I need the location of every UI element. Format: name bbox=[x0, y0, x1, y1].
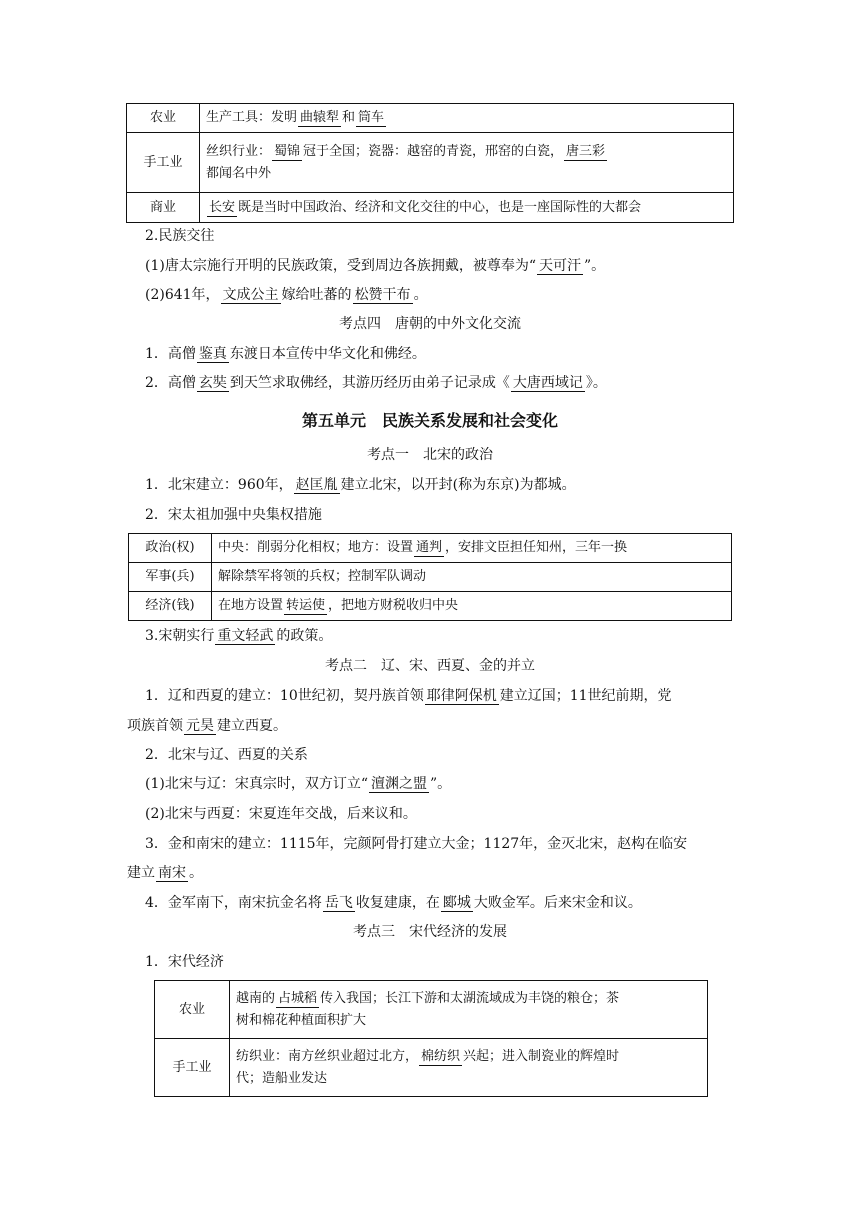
row-key: 手工业 bbox=[155, 1039, 230, 1097]
paragraph: (1)唐太宗施行开明的民族政策，受到周边各族拥戴，被尊奉为“ 天可汗 ”。 bbox=[145, 258, 606, 274]
row-content: 在地方设置 转运使 ，把地方财税收归中央 bbox=[212, 592, 732, 621]
section-heading: 2.民族交往 bbox=[145, 228, 215, 244]
blank-answer: 通判 bbox=[416, 540, 443, 555]
table-row bbox=[127, 133, 734, 193]
row-key: 经济(钱) bbox=[129, 592, 212, 621]
paragraph: 3．金和南宋的建立：1115年，完颜阿骨打建立大金；1127年，金灭北宋，赵构在临安 bbox=[145, 836, 688, 852]
row-key: 农业 bbox=[127, 104, 200, 133]
blank-answer: 转运使 bbox=[286, 598, 326, 613]
paragraph: 2．宋太祖加强中央集权措施 bbox=[145, 507, 322, 523]
section-title: 考点三 宋代经济的发展 bbox=[353, 924, 507, 940]
table-row bbox=[127, 193, 734, 223]
row-content: 纺织业：南方丝织业超过北方， 棉纺织 兴起；进入制瓷业的辉煌时 代；造船业发达 bbox=[230, 1039, 708, 1097]
row-key: 商业 bbox=[127, 193, 200, 223]
paragraph: (1)北宋与辽：宋真宗时，双方订立“ 澶渊之盟 ”。 bbox=[145, 776, 452, 792]
blank-answer: 文成公主 bbox=[222, 287, 279, 303]
table-row bbox=[129, 563, 732, 592]
table-row bbox=[129, 534, 732, 563]
blank-answer: 鉴真 bbox=[198, 346, 227, 362]
paragraph: 建立 南宋 。 bbox=[127, 865, 203, 881]
blank-answer: 南宋 bbox=[158, 865, 186, 881]
row-key: 军事(兵) bbox=[129, 563, 212, 592]
paragraph: 3.宋朝实行 重文轻武 的政策。 bbox=[145, 628, 333, 644]
blank-answer: 棉纺织 bbox=[421, 1048, 461, 1064]
paragraph: 4．金军南下，南宋抗金名将 岳飞 收复建康，在 郾城 大败金军。后来宋金和议。 bbox=[145, 895, 642, 911]
blank-answer: 曲辕犁 bbox=[300, 110, 340, 125]
blank-answer: 大唐西域记 bbox=[512, 375, 583, 391]
blank-answer: 澶渊之盟 bbox=[371, 776, 427, 792]
tang-economy-table bbox=[126, 103, 734, 223]
blank-answer: 郾城 bbox=[442, 895, 471, 911]
blank-answer: 岳飞 bbox=[324, 895, 353, 911]
row-key: 手工业 bbox=[127, 133, 200, 193]
section-title: 考点二 辽、宋、西夏、金的并立 bbox=[325, 658, 535, 674]
song-economy-table bbox=[154, 980, 708, 1097]
blank-answer: 蜀锦 bbox=[274, 143, 301, 159]
row-key: 政治(权) bbox=[129, 534, 212, 563]
blank-answer: 筒车 bbox=[358, 110, 385, 125]
blank-answer: 松赞干布 bbox=[354, 287, 411, 303]
blank-answer: 长安 bbox=[209, 199, 236, 215]
row-key: 农业 bbox=[155, 981, 230, 1039]
section-title: 考点四 唐朝的中外文化交流 bbox=[339, 316, 521, 332]
table-row bbox=[155, 1039, 708, 1097]
song-centralization-table bbox=[128, 533, 732, 621]
paragraph: 2．北宋与辽、西夏的关系 bbox=[145, 747, 308, 763]
blank-answer: 玄奘 bbox=[198, 375, 227, 391]
paragraph: 1．宋代经济 bbox=[145, 954, 224, 970]
blank-answer: 唐三彩 bbox=[566, 143, 606, 159]
blank-answer: 耶律阿保机 bbox=[426, 688, 497, 704]
paragraph: 1．北宋建立：960年， 赵匡胤 建立北宋，以开封(称为东京)为都城。 bbox=[145, 477, 576, 493]
section-title: 考点一 北宋的政治 bbox=[367, 447, 493, 463]
row-content: 长安 既是当时中国政治、经济和文化交往的中心，也是一座国际性的大都会 bbox=[200, 193, 734, 223]
row-content: 越南的 占城稻 传入我国；长江下游和太湖流域成为丰饶的粮仓；茶 树和棉花种植面积扩大 bbox=[230, 981, 708, 1039]
row-content: 丝织行业： 蜀锦 冠于全国；瓷器：越窑的青瓷，邢窑的白瓷， 唐三彩 都闻名中外 bbox=[200, 133, 734, 193]
row-content: 解除禁军将领的兵权；控制军队调动 bbox=[212, 563, 732, 592]
paragraph: 1．高僧 鉴真 东渡日本宣传中华文化和佛经。 bbox=[145, 346, 426, 362]
paragraph: 1．辽和西夏的建立：10世纪初，契丹族首领 耶律阿保机 建立辽国；11世纪前期，党 bbox=[145, 688, 672, 704]
table-row bbox=[127, 104, 734, 133]
row-content: 生产工具：发明 曲辕犁 和 筒车 bbox=[200, 104, 734, 133]
paragraph: 项族首领 元昊 建立西夏。 bbox=[127, 718, 287, 734]
table-row bbox=[129, 592, 732, 621]
blank-answer: 占城稻 bbox=[278, 990, 318, 1006]
blank-answer: 元昊 bbox=[186, 718, 214, 734]
table-row bbox=[155, 981, 708, 1039]
paragraph: (2)641年， 文成公主 嫁给吐蕃的 松赞干布 。 bbox=[145, 287, 428, 303]
blank-answer: 重文轻武 bbox=[217, 628, 274, 644]
blank-answer: 赵匡胤 bbox=[295, 477, 338, 493]
blank-answer: 天可汗 bbox=[539, 258, 581, 274]
unit-title: 第五单元 民族关系发展和社会变化 bbox=[301, 411, 558, 430]
paragraph: 2．高僧 玄奘 到天竺求取佛经，其游历经历由弟子记录成《 大唐西域记 》。 bbox=[145, 375, 607, 391]
paragraph: (2)北宋与西夏：宋夏连年交战，后来议和。 bbox=[145, 806, 417, 822]
row-content: 中央：削弱分化相权；地方：设置 通判 ，安排文臣担任知州，三年一换 bbox=[212, 534, 732, 563]
